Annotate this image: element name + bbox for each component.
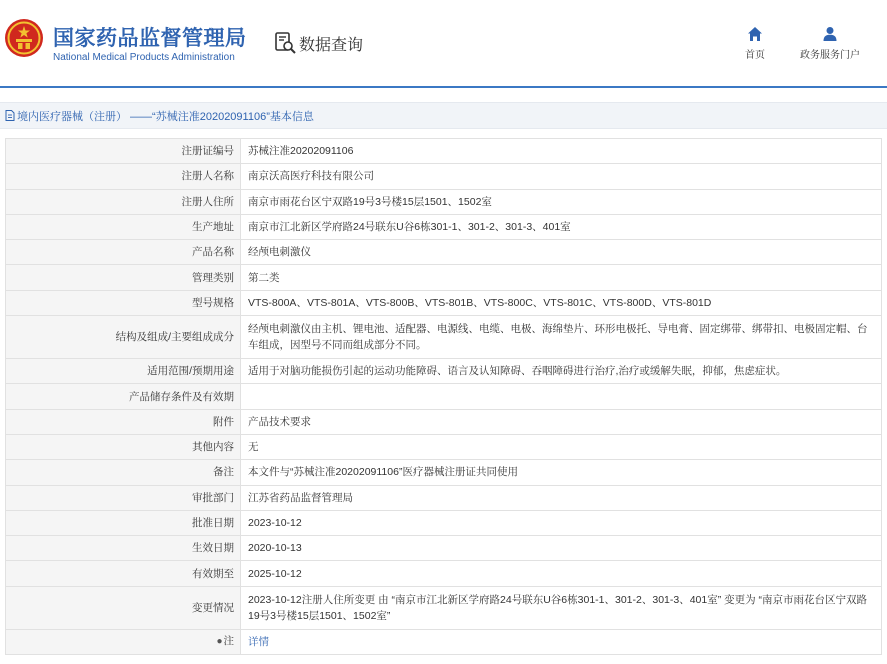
field-label: 产品名称 [6,240,241,265]
field-value: 经颅电刺激仪由主机、锂电池、适配器、电源线、电缆、电极、海绵垫片、环形电极托、导电膏、固定绑带、绑带扣、电极固定帽、台车组成，因型号不同而组成部分不同。 [241,316,882,359]
field-value: 本文件与“苏械注准20202091106”医疗器械注册证共同使用 [241,460,882,485]
site-header [0,0,887,88]
document-search-icon [273,31,297,55]
field-value: 2023-10-12注册人住所变更 由 “南京市江北新区学府路24号联东U谷6栋301-1、301-2、301-3、401室” 变更为 “南京市雨花台区宁双路19号3号楼15层1501、1502室” [241,586,882,629]
table-row [6,139,882,164]
device-detail-table [5,138,882,655]
data-query-label: 数据查询 [299,34,364,54]
table-row [6,290,882,315]
field-value: 苏械注准20202091106 [241,139,882,164]
table-row [6,485,882,510]
field-value: 2025-10-12 [241,561,882,586]
field-label: 产品储存条件及有效期 [6,384,241,409]
field-label: 备注 [6,460,241,485]
field-label: 型号规格 [6,290,241,315]
field-label: 生产地址 [6,214,241,239]
data-query-link[interactable] [273,30,363,56]
field-value: 南京市江北新区学府路24号联东U谷6栋301-1、301-2、301-3、401室 [241,214,882,239]
field-label: 结构及组成/主要组成成分 [6,316,241,359]
table-row [6,189,882,214]
nav-service-portal-label: 政务服务门户 [800,50,860,61]
field-value: 第二类 [241,265,882,290]
table-row [6,434,882,459]
breadcrumb-text: 境内医疗器械（注册） ——“苏械注准20202091106”基本信息 [17,110,314,123]
table-row [6,409,882,434]
note-label-cell [6,629,241,654]
field-value: 南京沃高医疗科技有限公司 [241,164,882,189]
field-label: 附件 [6,409,241,434]
home-icon [747,26,763,42]
table-row [6,316,882,359]
details-link[interactable]: 详情 [248,635,269,648]
table-row [6,214,882,239]
field-value [241,384,882,409]
document-icon [5,110,15,121]
table-row [6,510,882,535]
table-row [6,359,882,384]
pin-icon: ● [216,636,223,648]
table-row [6,164,882,189]
brand-title-cn: 国家药品监督管理局 [53,26,247,50]
field-label: 审批部门 [6,485,241,510]
field-label: 适用范围/预期用途 [6,359,241,384]
table-row [6,240,882,265]
table-row [6,586,882,629]
field-value: 无 [241,434,882,459]
field-value: 适用于对脑功能损伤引起的运动功能障碍、语言及认知障碍、吞咽障碍进行治疗,治疗或缓解失眠，抑郁，焦虑症状。 [241,359,882,384]
brand-title-en: National Medical Products Administration [53,52,235,63]
field-value: 经颅电刺激仪 [241,240,882,265]
field-label: 生效日期 [6,536,241,561]
table-row [6,384,882,409]
breadcrumb [0,102,887,129]
field-value: 产品技术要求 [241,409,882,434]
table-row [6,561,882,586]
field-label: 管理类别 [6,265,241,290]
note-value-cell [241,629,882,654]
field-label: 注 [223,635,234,648]
field-label: 批准日期 [6,510,241,535]
field-label: 有效期至 [6,561,241,586]
field-label: 注册证编号 [6,139,241,164]
nav-service-portal[interactable] [800,26,860,61]
field-value: 江苏省药品监督管理局 [241,485,882,510]
field-value: VTS-800A、VTS-801A、VTS-800B、VTS-801B、VTS-800C、VTS-801C、VTS-800D、VTS-801D [241,290,882,315]
table-row [6,460,882,485]
nav-home-label: 首页 [745,50,765,61]
nav-home[interactable] [725,26,785,61]
field-label: 注册人住所 [6,189,241,214]
field-label: 其他内容 [6,434,241,459]
field-value: 南京市雨花台区宁双路19号3号楼15层1501、1502室 [241,189,882,214]
table-row [6,265,882,290]
user-icon [822,26,838,42]
table-row [6,629,882,654]
table-row [6,536,882,561]
national-emblem-icon [4,18,44,58]
field-value: 2023-10-12 [241,510,882,535]
field-label: 变更情况 [6,586,241,629]
field-value: 2020-10-13 [241,536,882,561]
field-label: 注册人名称 [6,164,241,189]
